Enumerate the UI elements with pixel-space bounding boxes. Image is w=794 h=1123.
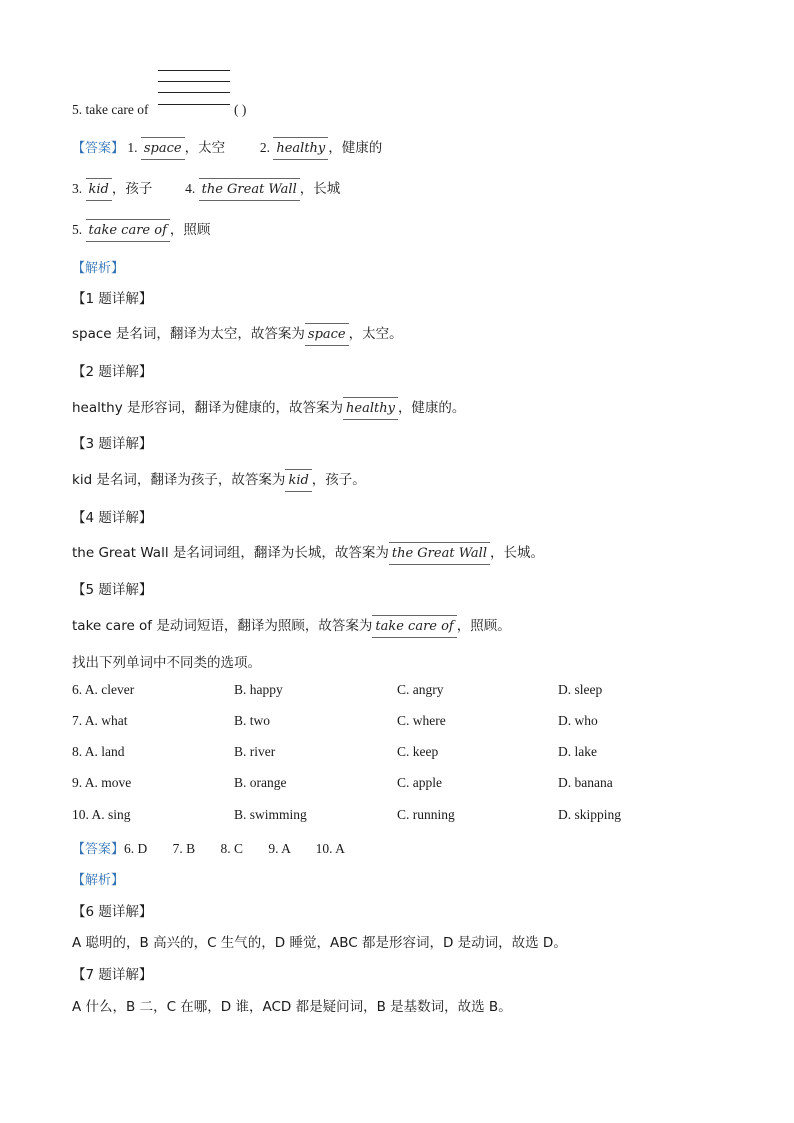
section-text-5: take care of 是动词短语，翻译为照顾，故答案为 take care of ，照顾。 <box>72 618 511 634</box>
section-text-7: A 什么，B 二，C 在哪，D 谁，ACD 都是疑问词，B 是基数词，故选 B。 <box>72 999 512 1015</box>
section-head-6: 【6 题详解】 <box>72 904 153 920</box>
handwritten-answer: healthy <box>276 141 326 156</box>
answer-num: 1. <box>127 140 138 155</box>
handwritten-answer: kid <box>288 473 309 488</box>
answer-num: 3. <box>72 181 83 196</box>
section-head-1: 【1 题详解】 <box>72 291 153 307</box>
option-d: D. banana <box>558 775 613 790</box>
option-d: D. sleep <box>558 682 603 697</box>
option-b: B. swimming <box>234 807 307 822</box>
option-b: B. river <box>234 744 276 759</box>
option-d: D. skipping <box>558 807 622 822</box>
option-c: C. apple <box>397 775 442 790</box>
handwritten-answer: space <box>143 141 182 156</box>
option-c: C. running <box>397 807 455 822</box>
option-c: C. where <box>397 713 446 728</box>
section-head-2: 【2 题详解】 <box>72 364 153 380</box>
option-d: D. lake <box>558 744 597 759</box>
answer-row-1 <box>72 136 382 156</box>
question-5-paren: ( ) <box>234 102 247 117</box>
option-c: C. angry <box>397 682 444 697</box>
section-text-1: space 是名词，翻译为太空，故答案为 space ，太空。 <box>72 326 403 342</box>
option-c: C. keep <box>397 744 439 759</box>
answer-num: 4. <box>185 181 196 196</box>
option-b: B. two <box>234 713 271 728</box>
option-b: B. orange <box>234 775 287 790</box>
answer-meaning: ，照顾 <box>169 222 211 238</box>
section-head-4: 【4 题详解】 <box>72 510 153 526</box>
section-text-2: healthy 是形容词，翻译为健康的，故答案为 healthy ，健康的。 <box>72 400 466 416</box>
question-row: 10. A. sing <box>72 807 131 822</box>
section-text-3: kid 是名词，翻译为孩子，故答案为 kid ，孩子。 <box>72 472 366 488</box>
answer-tag: 【答案】 <box>72 141 125 156</box>
answer-tag: 【答案】 <box>72 842 125 857</box>
section-text-6: A 聪明的，B 高兴的，C 生气的，D 睡觉，ABC 都是形容词，D 是动词，故选 D。 <box>72 935 567 951</box>
answer-meaning: ，长城 <box>299 181 341 197</box>
question-row: 7. A. what <box>72 713 128 728</box>
answer-row-3 <box>72 218 210 238</box>
question-5-prompt: 5. take care of <box>72 102 149 117</box>
handwritten-answer: the Great Wall <box>391 546 487 561</box>
question-row: 9. A. move <box>72 775 132 790</box>
answer-meaning: ，健康的 <box>328 140 383 156</box>
handwritten-answer: take care of <box>88 223 167 238</box>
analysis-tag: 【解析】 <box>72 261 125 276</box>
answer-meaning: ，孩子 <box>111 181 153 197</box>
option-b: B. happy <box>234 682 283 697</box>
answer-row-2 <box>72 177 340 197</box>
section-head-3: 【3 题详解】 <box>72 436 153 452</box>
section-head-7: 【7 题详解】 <box>72 967 153 983</box>
section-text-4: the Great Wall 是名词词组，翻译为长城，故答案为 the Great Wall ，长城。 <box>72 545 544 561</box>
analysis-tag: 【解析】 <box>72 873 125 888</box>
option-d: D. who <box>558 713 598 728</box>
instruction: 找出下列单词中不同类的选项。 <box>72 655 261 671</box>
handwritten-answer: space <box>307 327 346 342</box>
answer-num: 5. <box>72 222 83 237</box>
answer-row-mc: 【答案】6. D 7. B 8. C 9. A 10. A <box>72 841 345 857</box>
answer-meaning: ，太空 <box>184 140 226 156</box>
handwritten-answer: the Great Wall <box>201 182 297 197</box>
question-row: 8. A. land <box>72 744 125 759</box>
handwritten-answer: take care of <box>375 619 454 634</box>
answer-num: 2. <box>259 140 270 155</box>
question-row: 6. A. clever <box>72 682 135 697</box>
handwritten-answer: healthy <box>346 401 395 416</box>
handwritten-answer: kid <box>88 182 109 197</box>
section-head-5: 【5 题详解】 <box>72 582 153 598</box>
